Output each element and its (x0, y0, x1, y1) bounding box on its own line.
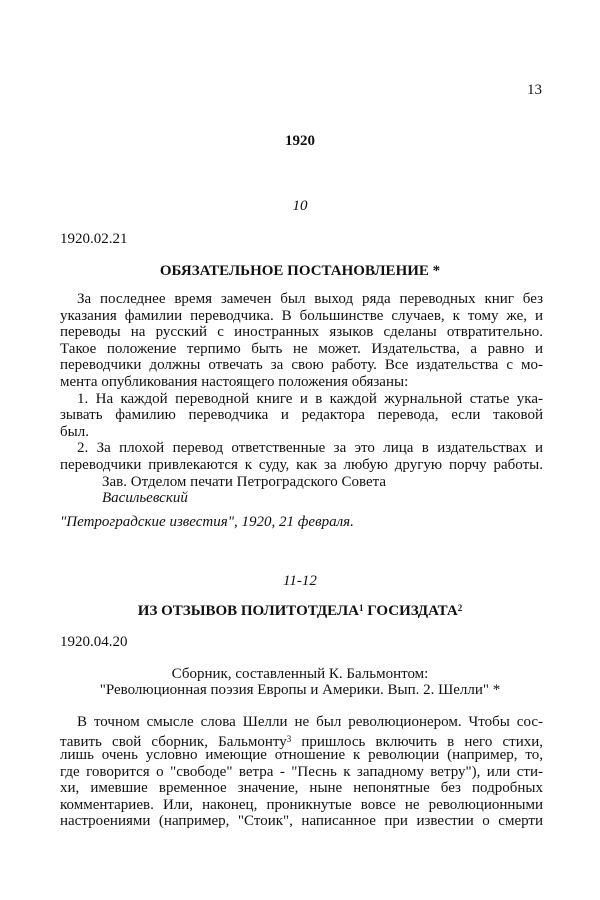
title-text: ИЗ ОТЗЫВОВ ПОЛИТОТДЕЛА (137, 603, 359, 619)
list-item-line: зывать фамилию переводчика и редактора перевода, если таковой (60, 407, 543, 423)
paragraph-line: хи, имевшие временное значение, ныне непонятные без подробных (60, 780, 543, 796)
text: пришлось включить в него стихи, (291, 734, 543, 750)
document-date: 1920.04.20 (60, 634, 128, 650)
paragraph-line: где говорится о "свободе" ветра - "Песнь к западному ветру"), или сти- (60, 764, 543, 780)
document-title (0, 600, 600, 620)
document-number: 11-12 (283, 573, 317, 589)
page-number: 13 (527, 82, 542, 98)
subtitle-line: "Революционная поэзия Европы и Америки. Вып. 2. Шелли" * (99, 682, 501, 698)
paragraph-line: лишь очень условно имеющие отношение к революции (например, то, (60, 747, 543, 763)
list-item-line: переводчики привлекаются к суду, как за любую другую порчу работы. (60, 457, 543, 473)
footnote-ref: 3 (286, 734, 292, 744)
paragraph-line: переводчики должны отвечать за свою работу. Все издательства с мо- (60, 357, 543, 373)
subtitle-line: Сборник, составленный К. Бальмонтом: (171, 666, 429, 682)
year-heading: 1920 (285, 133, 315, 149)
document-number: 10 (292, 198, 308, 214)
list-item-line: был. (60, 424, 89, 440)
source-citation: "Петроградские известия", 1920, 21 февраля. (60, 514, 354, 530)
paragraph-line: За последнее время замечен был выход ряда переводных книг без (77, 291, 543, 307)
paragraph-line: переводы на русский с иностранных языков сделаны отвратительно. (60, 324, 543, 340)
title-text: ГОСИЗДАТА (363, 603, 458, 619)
paragraph-line: указания фамилии переводчика. В большинстве случаев, к тому же, и (60, 308, 543, 324)
list-item-line: 2. За плохой перевод ответственные за это лица в издательствах и (77, 440, 543, 456)
list-item-line: 1. На каждой переводной книге и в каждой журнальной статье ука- (77, 391, 543, 407)
paragraph-line: настроениями (например, "Стоик", написанное при известии о смерти (60, 813, 543, 829)
document-date: 1920.02.21 (60, 231, 128, 247)
footnote-ref: 2 (457, 603, 463, 613)
signature-name: Васильевский (102, 490, 188, 506)
paragraph-line: В точном смысле слова Шелли не был революционером. Чтобы сос- (77, 714, 543, 730)
text: тавить свой сборник, Бальмонту (60, 734, 287, 750)
paragraph-line: Такое положение терпимо быть не может. Издательства, а равно и (60, 341, 543, 357)
footnote-ref: 1 (358, 603, 364, 613)
document-title: ОБЯЗАТЕЛЬНОЕ ПОСТАНОВЛЕНИЕ * (159, 263, 441, 279)
signature-title: Зав. Отделом печати Петроградского Совета (102, 474, 387, 490)
paragraph-line: комментариев. Или, наконец, проникнутые вовсе не революционными (60, 797, 543, 813)
paragraph-line: мента опубликования настоящего положения обязаны: (60, 374, 409, 390)
